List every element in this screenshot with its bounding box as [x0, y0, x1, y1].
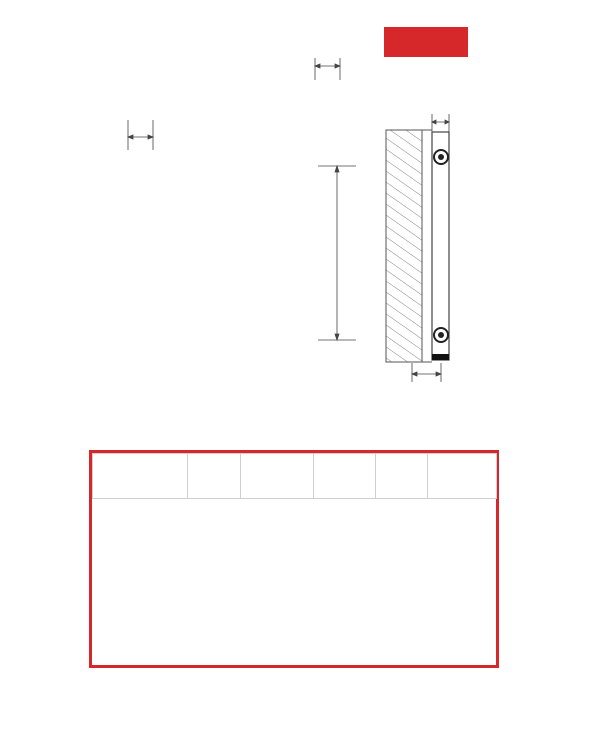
col-header-height	[188, 454, 241, 499]
col-header-heat-output	[376, 454, 428, 499]
top-dimension	[315, 58, 340, 80]
height-dimension	[318, 166, 356, 340]
spec-table-frame	[89, 450, 499, 668]
spec-table	[92, 453, 497, 665]
col-header-area	[428, 454, 497, 499]
table-header-row	[93, 454, 497, 499]
col-header-test-pressure	[314, 454, 376, 499]
col-header-center-distance	[241, 454, 314, 499]
side-view	[386, 130, 449, 362]
col-header-model	[93, 454, 188, 499]
front-dimension	[128, 120, 153, 150]
